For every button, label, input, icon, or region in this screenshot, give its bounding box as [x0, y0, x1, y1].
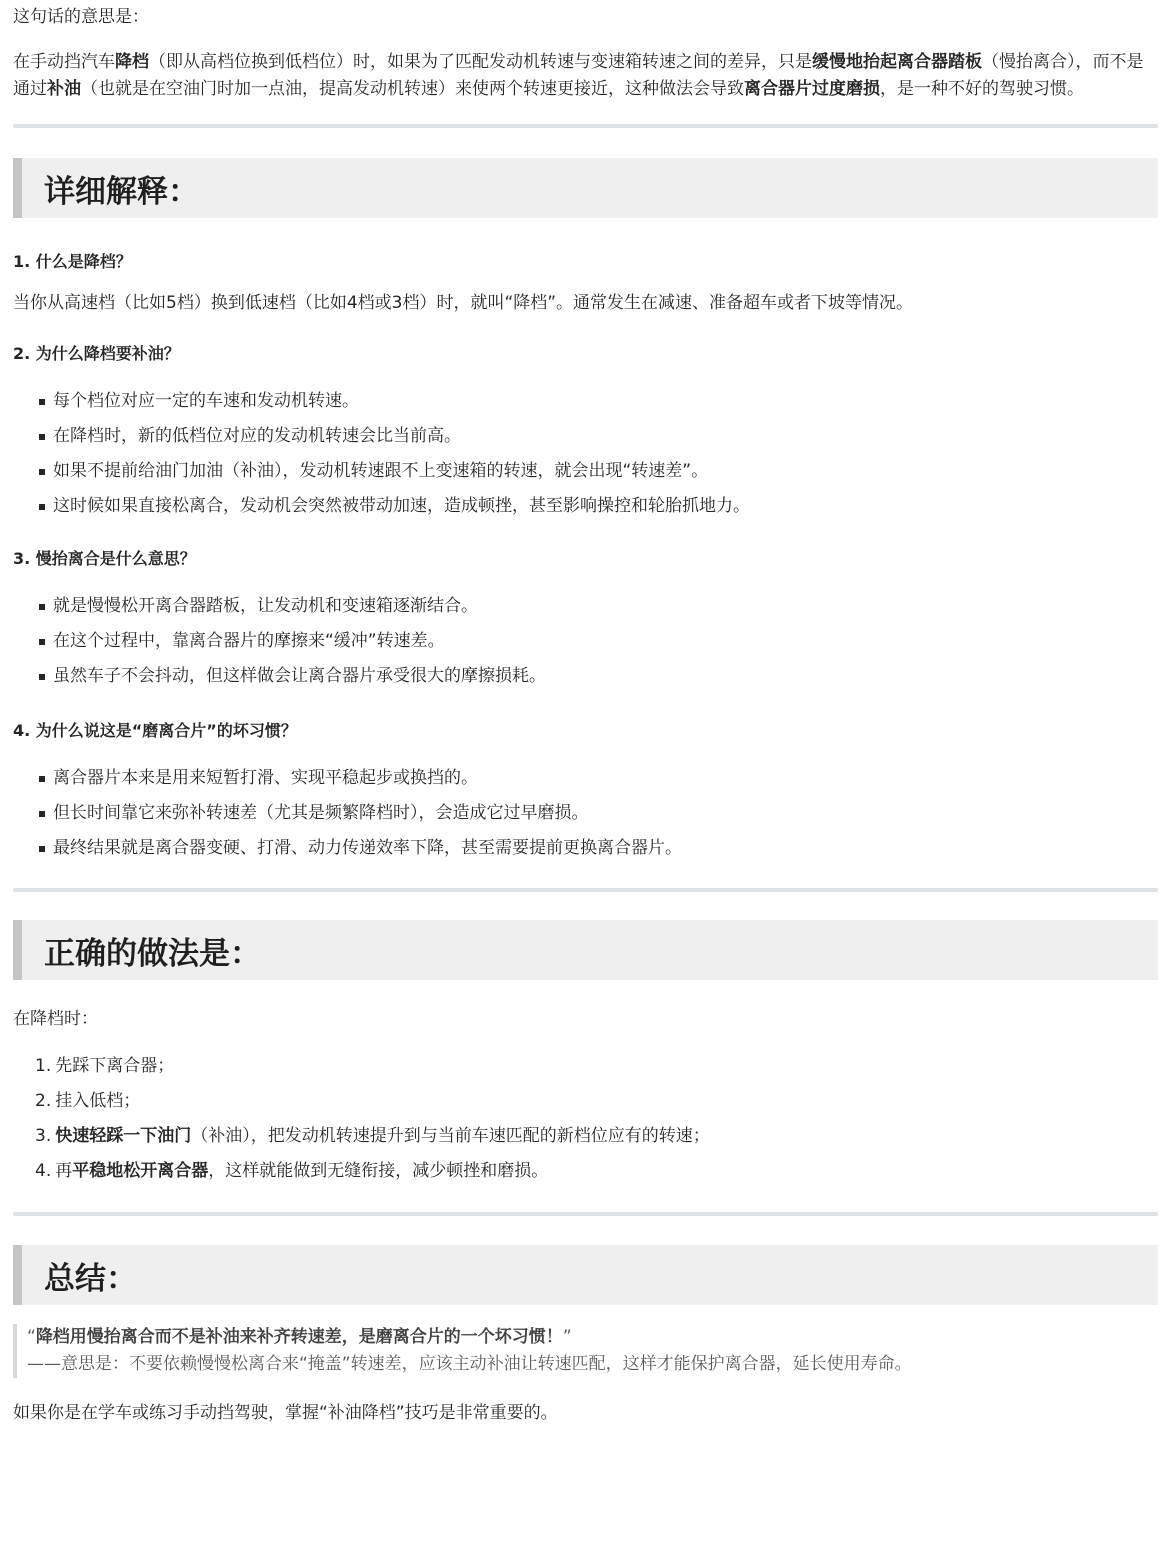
step-number: 1.: [35, 1056, 52, 1076]
intro-text: 在手动挡汽车: [13, 52, 115, 72]
step-text: （补油），把发动机转速提升到与当前车速匹配的新档位应有的转速；: [191, 1126, 710, 1146]
step-bold: 快速轻踩一下油门: [55, 1126, 192, 1146]
step-text: ，这样就能做到无缝衔接，减少顿挫和磨损。: [208, 1161, 549, 1181]
step-item: [35, 1119, 1158, 1154]
question-4-title: 4. 为什么说这是“磨离合片”的坏习惯？: [13, 721, 297, 740]
correct-lead: 在降档时：: [13, 1009, 98, 1029]
intro-bold-slow-clutch: 缓慢地抬起离合器踏板: [812, 52, 982, 72]
quote-line-1: [27, 1324, 1158, 1351]
step-text: 先踩下离合器；: [55, 1056, 175, 1076]
question-4-list: [13, 761, 1158, 866]
intro-text: ，是一种不好的驾驶习惯。: [880, 79, 1084, 99]
section-divider: [13, 1212, 1158, 1216]
intro-text: （也就是在空油门时加一点油，提高发动机转速）来使两个转速更接近，这种做法会导致: [81, 79, 744, 99]
quote-line-2: ——意思是：不要依赖慢慢松离合来“掩盖”转速差，应该主动补油让转速匹配，这样才能保护离合器，延长使用寿命。: [27, 1354, 912, 1374]
list-item: 就是慢慢松开离合器踏板，让发动机和变速箱逐渐结合。: [39, 589, 1158, 624]
quote-mark-close: ”: [562, 1327, 572, 1347]
list-item: 最终结果就是离合器变硬、打滑、动力传递效率下降，甚至需要提前更换离合器片。: [39, 831, 1158, 866]
step-text: 再: [55, 1161, 73, 1181]
question-2-list: [13, 384, 1158, 524]
intro-bold-throttle: 补油: [47, 79, 81, 99]
list-item: 这时候如果直接松离合，发动机会突然被带动加速，造成顿挫，甚至影响操控和轮胎抓地力。: [39, 489, 1158, 524]
intro-text: （慢抬离合），而不是通过: [13, 52, 1144, 99]
closing-paragraph: 如果你是在学车或练习手动挡驾驶，掌握“补油降档”技巧是非常重要的。: [13, 1403, 558, 1423]
step-number: 2.: [35, 1091, 52, 1111]
section-heading-summary: 总结：: [13, 1245, 1158, 1305]
step-item: [35, 1154, 1158, 1189]
step-number: 4.: [35, 1161, 52, 1181]
step-text: 挂入低档；: [55, 1091, 141, 1111]
step-item: [35, 1084, 1158, 1119]
question-3-title: 3. 慢抬离合是什么意思？: [13, 549, 196, 568]
list-item: 如果不提前给油门加油（补油），发动机转速跟不上变速箱的转速，就会出现“转速差”。: [39, 454, 1158, 489]
list-item: 但长时间靠它来弥补转速差（尤其是频繁降档时），会造成它过早磨损。: [39, 796, 1158, 831]
quote-mark-open: “: [27, 1327, 36, 1347]
intro-bold-downshift: 降档: [115, 52, 149, 72]
step-number: 3.: [35, 1126, 52, 1146]
list-item: 在这个过程中，靠离合器片的摩擦来“缓冲”转速差。: [39, 624, 1158, 659]
quote-bold-text: 降档用慢抬离合而不是补油来补齐转速差，是磨离合片的一个坏习惯！: [35, 1327, 563, 1347]
list-item: 离合器片本来是用来短暂打滑、实现平稳起步或换挡的。: [39, 761, 1158, 796]
summary-quote: [13, 1324, 1158, 1378]
section-divider: [13, 124, 1158, 128]
intro-lead: 这句话的意思是：: [13, 7, 149, 27]
list-item: 每个档位对应一定的车速和发动机转速。: [39, 384, 1158, 419]
intro-bold-wear: 离合器片过度磨损: [744, 79, 880, 99]
question-1-body: 当你从高速档（比如5档）换到低速档（比如4档或3档）时，就叫“降档”。通常发生在减速、准备超车或者下坡等情况。: [13, 293, 914, 313]
list-item: 在降档时，新的低档位对应的发动机转速会比当前高。: [39, 419, 1158, 454]
list-item: 虽然车子不会抖动，但这样做会让离合器片承受很大的摩擦损耗。: [39, 659, 1158, 694]
correct-steps-list: [13, 1049, 1158, 1189]
section-divider: [13, 888, 1158, 892]
intro-paragraph: [13, 49, 1158, 103]
step-item: [35, 1049, 1158, 1084]
question-1-title: 1. 什么是降档？: [13, 252, 132, 271]
question-2-title: 2. 为什么降档要补油？: [13, 344, 180, 363]
intro-text: （即从高档位换到低档位）时，如果为了匹配发动机转速与变速箱转速之间的差异，只是: [149, 52, 812, 72]
section-heading-detail: 详细解释：: [13, 158, 1158, 218]
section-heading-correct: 正确的做法是：: [13, 920, 1158, 980]
question-3-list: [13, 589, 1158, 694]
step-bold: 平稳地松开离合器: [72, 1161, 209, 1181]
